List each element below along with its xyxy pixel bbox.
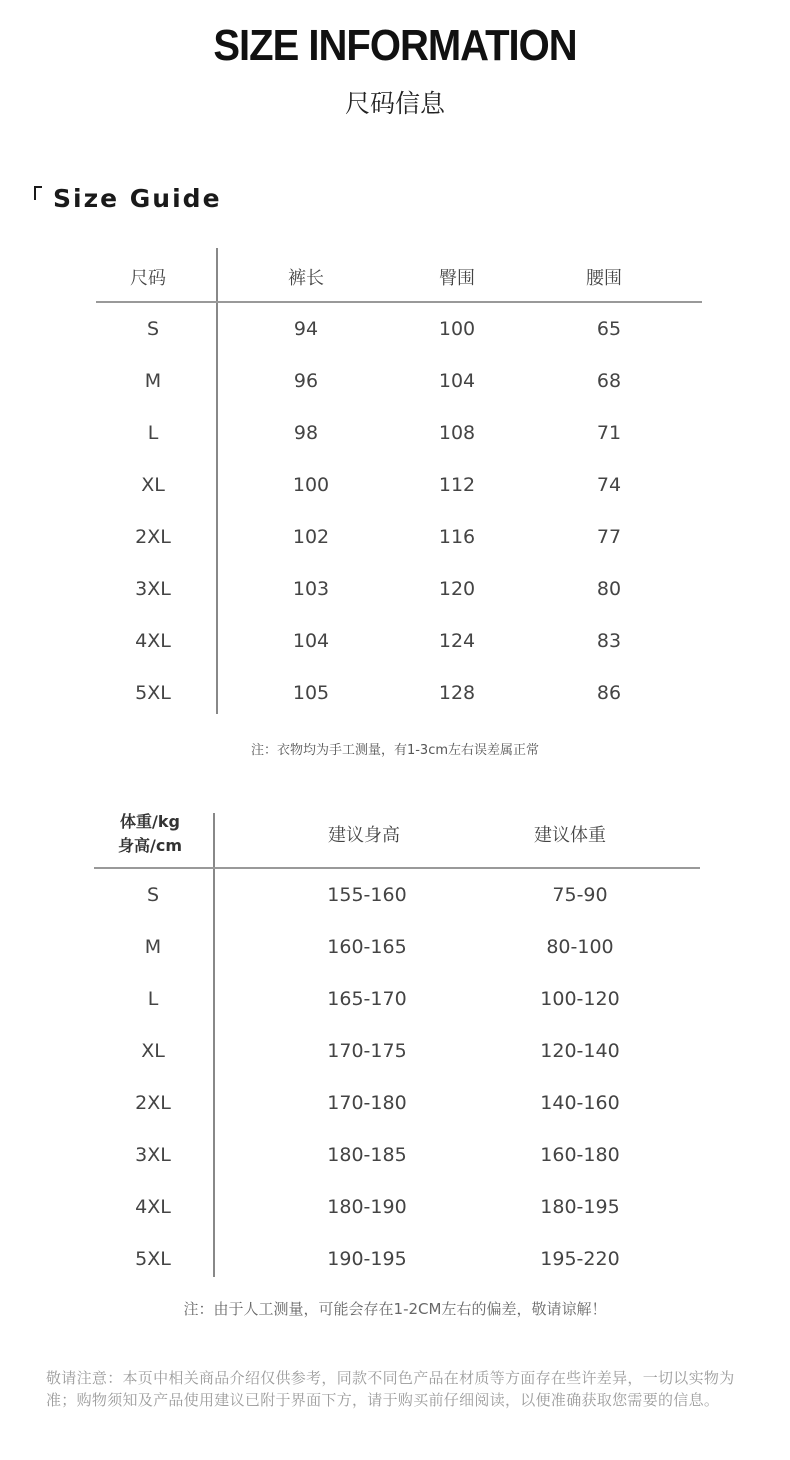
table-cell: 94 bbox=[293, 318, 319, 340]
size-label: 5XL bbox=[135, 1248, 171, 1270]
table-cell: 180-195 bbox=[540, 1196, 620, 1218]
disclaimer-text: 敬请注意：本页中相关商品介绍仅供参考，同款不同色产品在材质等方面存在些许差异，一切以实物为准；购物须知及产品使用建议已附于界面下方，请于购买前仔细阅读，以便准确获取您需要的信息。 bbox=[46, 1369, 735, 1409]
corner-bracket-icon bbox=[34, 186, 42, 200]
column-header: 尺码 bbox=[130, 268, 166, 289]
weight-unit-label: 体重/kg bbox=[120, 812, 180, 831]
table-cell: 120 bbox=[438, 578, 476, 600]
table-cell: 195-220 bbox=[540, 1248, 620, 1270]
size-label: XL bbox=[141, 1040, 165, 1062]
column-header: 臀围 bbox=[439, 268, 475, 289]
table-cell: 100 bbox=[438, 318, 476, 340]
table-cell: 104 bbox=[292, 630, 330, 652]
size-label: 2XL bbox=[135, 526, 171, 548]
table-cell: 100-120 bbox=[540, 988, 620, 1010]
table-divider-vertical bbox=[216, 248, 218, 714]
column-header: 建议身高 bbox=[328, 825, 400, 846]
size-label: 4XL bbox=[135, 630, 171, 652]
size-label: 5XL bbox=[135, 682, 171, 704]
table-cell: 77 bbox=[596, 526, 622, 548]
table-cell: 68 bbox=[596, 370, 622, 392]
measurement-note: 注：衣物均为手工测量，有1-3cm左右误差属正常 bbox=[250, 743, 540, 758]
table-cell: 160-165 bbox=[327, 936, 407, 958]
table-cell: 86 bbox=[596, 682, 622, 704]
table-cell: 75-90 bbox=[552, 884, 608, 906]
size-label: XL bbox=[141, 474, 165, 496]
table-cell: 98 bbox=[293, 422, 319, 444]
table-cell: 103 bbox=[292, 578, 330, 600]
size-label: S bbox=[146, 884, 160, 906]
size-label: L bbox=[147, 988, 159, 1010]
table-cell: 170-180 bbox=[327, 1092, 407, 1114]
table-cell: 155-160 bbox=[327, 884, 407, 906]
table-cell: 83 bbox=[596, 630, 622, 652]
deviation-note: 注：由于人工测量，可能会存在1-2CM左右的偏差，敬请谅解！ bbox=[183, 1300, 607, 1318]
size-label: M bbox=[144, 936, 162, 958]
size-label: 4XL bbox=[135, 1196, 171, 1218]
table-cell: 65 bbox=[596, 318, 622, 340]
table-cell: 100 bbox=[292, 474, 330, 496]
table-cell: 74 bbox=[596, 474, 622, 496]
table-cell: 160-180 bbox=[540, 1144, 620, 1166]
table-divider-horizontal bbox=[96, 301, 702, 303]
table-cell: 180-190 bbox=[327, 1196, 407, 1218]
table-cell: 96 bbox=[293, 370, 319, 392]
table-cell: 112 bbox=[438, 474, 476, 496]
page-subtitle: 尺码信息 bbox=[344, 89, 445, 118]
table-divider-horizontal bbox=[94, 867, 700, 869]
column-header: 建议体重 bbox=[534, 825, 606, 846]
height-unit-label: 身高/cm bbox=[117, 836, 182, 855]
table-cell: 170-175 bbox=[327, 1040, 407, 1062]
size-label: S bbox=[146, 318, 160, 340]
size-label: L bbox=[147, 422, 159, 444]
table-cell: 140-160 bbox=[540, 1092, 620, 1114]
table-cell: 71 bbox=[596, 422, 622, 444]
size-label: 2XL bbox=[135, 1092, 171, 1114]
size-guide-title: Size Guide bbox=[53, 184, 222, 213]
size-label: 3XL bbox=[135, 1144, 171, 1166]
table-cell: 80-100 bbox=[546, 936, 614, 958]
table-cell: 180-185 bbox=[327, 1144, 407, 1166]
table-cell: 108 bbox=[438, 422, 476, 444]
table-cell: 128 bbox=[438, 682, 476, 704]
table-cell: 105 bbox=[292, 682, 330, 704]
table-cell: 165-170 bbox=[327, 988, 407, 1010]
column-header: 腰围 bbox=[586, 268, 622, 289]
table-cell: 80 bbox=[596, 578, 622, 600]
corner-header bbox=[100, 810, 200, 858]
table-cell: 124 bbox=[438, 630, 476, 652]
column-header: 裤长 bbox=[288, 268, 324, 289]
size-label: M bbox=[144, 370, 162, 392]
table-cell: 190-195 bbox=[327, 1248, 407, 1270]
size-label: 3XL bbox=[135, 578, 171, 600]
table-cell: 116 bbox=[438, 526, 476, 548]
table-cell: 104 bbox=[438, 370, 476, 392]
page-title: SIZE INFORMATION bbox=[213, 22, 577, 70]
table-cell: 120-140 bbox=[540, 1040, 620, 1062]
table-cell: 102 bbox=[292, 526, 330, 548]
